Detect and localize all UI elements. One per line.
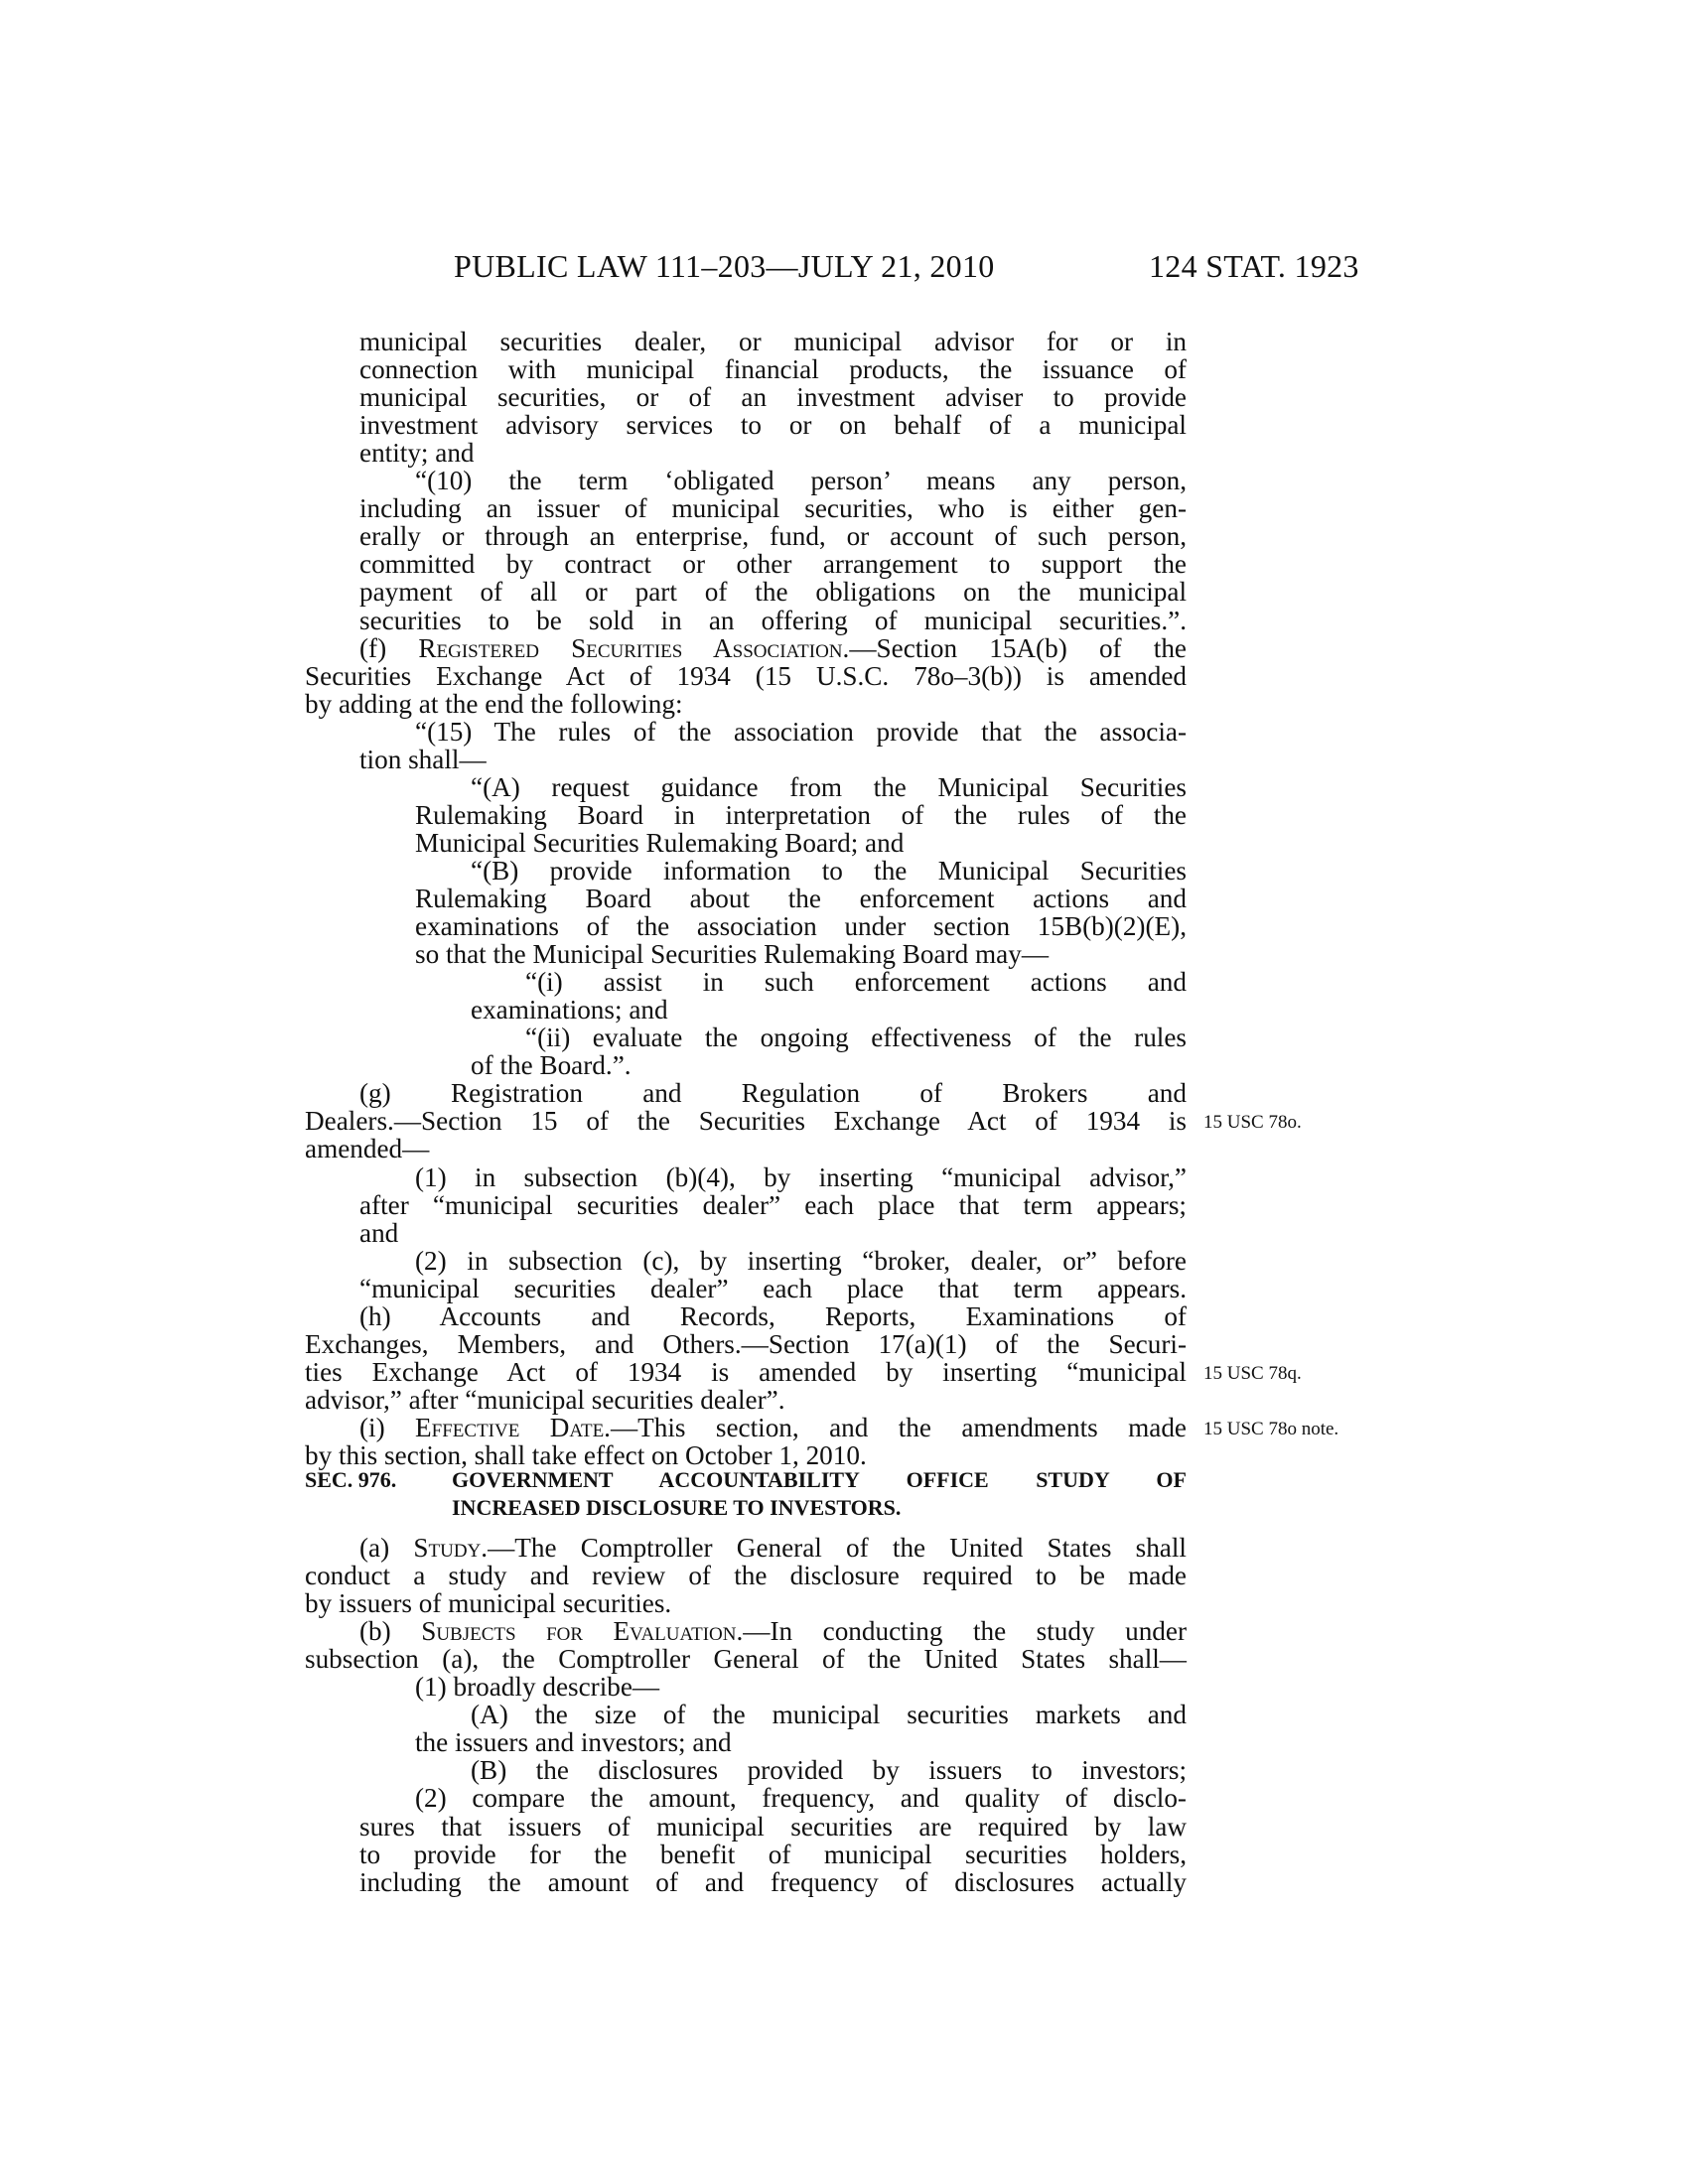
text-line: (1) broadly describe— <box>415 1672 660 1703</box>
text-line: “(ii) evaluate the ongoing effectiveness of the rules <box>525 1023 1187 1053</box>
section-number: SEC. 976. <box>305 1467 397 1492</box>
subsection-heading: Subjects for Evaluation. <box>421 1616 744 1647</box>
text-line: Exchanges, Members, and Others.—Section 17(a)(1) of the Securi- <box>305 1328 1187 1359</box>
text-line: after “municipal securities dealer” each place that term appears; <box>359 1189 1187 1220</box>
body-line <box>0 1441 1688 1469</box>
body-line <box>0 746 1688 773</box>
text-line: Securities Exchange Act of 1934 (15 U.S.C. 78o–3(b)) is amended <box>305 660 1187 691</box>
text-line: (a) Study.—The Comptroller General of the United States shall <box>359 1533 1187 1563</box>
margin-note: 15 USC 78o. <box>1203 1112 1302 1134</box>
text-line: subsection (a), the Comptroller General of the United States shall— <box>305 1644 1187 1675</box>
running-header-left: PUBLIC LAW 111–203—JULY 21, 2010 <box>454 248 995 284</box>
text-line: ties Exchange Act of 1934 is amended by inserting “municipal <box>305 1356 1187 1387</box>
text-line: (2) in subsection (c), by inserting “broker, dealer, or” before <box>415 1245 1187 1276</box>
text-line: investment advisory services to or on behalf of a municipal <box>359 410 1187 441</box>
body-line <box>0 1756 1688 1784</box>
text-line: (B) the disclosures provided by issuers to investors; <box>471 1755 1187 1786</box>
text-line: Municipal Securities Rulemaking Board; and <box>415 827 905 858</box>
text-line: advisor,” after “municipal securities dealer”. <box>305 1384 785 1415</box>
body-line <box>0 1589 1688 1617</box>
text-line: tion shall— <box>359 744 487 774</box>
body-line <box>0 885 1688 912</box>
body-line <box>0 1247 1688 1275</box>
text-line: (A) the size of the municipal securities markets and <box>471 1700 1187 1730</box>
body-line <box>0 328 1688 355</box>
text-line: “(10) the term ‘obligated person’ means any person, <box>415 466 1187 496</box>
subsection-heading: Effective Date. <box>415 1412 611 1442</box>
text-line: “(i) assist in such enforcement actions and <box>525 967 1187 998</box>
body-line <box>0 1534 1688 1562</box>
text-line: erally or through an enterprise, fund, or account of such person, <box>359 521 1187 552</box>
text-line: of the Board.”. <box>471 1050 632 1081</box>
body-line <box>0 1728 1688 1756</box>
body-line <box>0 968 1688 996</box>
margin-note: 15 USC 78o note. <box>1203 1418 1339 1439</box>
text-line: (b) Subjects for Evaluation.—In conducting the study under <box>359 1616 1187 1647</box>
section-title-line-1: GOVERNMENT ACCOUNTABILITY OFFICE STUDY OF <box>452 1467 1187 1492</box>
body-line <box>0 1813 1688 1841</box>
body-line <box>0 1107 1688 1135</box>
text-line: connection with municipal financial products, the issuance of <box>359 354 1187 385</box>
body-line <box>0 1617 1688 1645</box>
body-line <box>0 662 1688 690</box>
body-line <box>0 829 1688 857</box>
body-line <box>0 1358 1688 1386</box>
body-line <box>0 773 1688 801</box>
body-line <box>0 996 1688 1024</box>
text-line: to provide for the benefit of municipal securities holders, <box>359 1839 1187 1869</box>
text-line: (g) Registration and Regulation of Brokers and <box>359 1078 1187 1109</box>
body-line <box>0 355 1688 383</box>
body-line <box>0 1701 1688 1728</box>
body-line <box>0 940 1688 968</box>
body-line <box>0 1386 1688 1414</box>
text-line: by this section, shall take effect on October 1, 2010. <box>305 1440 867 1470</box>
body-line <box>0 1219 1688 1247</box>
body-line <box>0 1024 1688 1051</box>
text-line: the issuers and investors; and <box>415 1727 732 1758</box>
body-line <box>0 522 1688 550</box>
subsection-heading: Study. <box>413 1533 489 1563</box>
text-line: securities to be sold in an offering of municipal securities.”. <box>359 605 1187 635</box>
body-line <box>0 690 1688 718</box>
body-line <box>0 1163 1688 1191</box>
text-line: Dealers.—Section 15 of the Securities Exchange Act of 1934 is <box>305 1106 1187 1137</box>
body-line <box>0 1784 1688 1812</box>
section-title-line-2: INCREASED DISCLOSURE TO INVESTORS. <box>452 1495 902 1520</box>
subsection-heading: Registered Securities Association. <box>418 632 850 663</box>
body-line <box>0 1051 1688 1079</box>
body-line <box>0 439 1688 467</box>
text-line: committed by contract or other arrangement to support the <box>359 549 1187 580</box>
text-line: “(B) provide information to the Municipal Securities <box>471 855 1187 886</box>
text-line: Rulemaking Board in interpretation of the rules of the <box>415 799 1187 830</box>
body-line <box>0 1330 1688 1358</box>
text-line: (h) Accounts and Records, Reports, Examinations of <box>359 1300 1187 1331</box>
body-line <box>0 857 1688 885</box>
body-line <box>0 1562 1688 1589</box>
body-line <box>0 1275 1688 1302</box>
text-line: and <box>359 1217 399 1248</box>
body-line <box>0 607 1688 634</box>
body-line <box>0 1302 1688 1330</box>
body-line <box>0 383 1688 411</box>
text-line: amended— <box>305 1134 430 1164</box>
text-line: municipal securities, or of an investment adviser to provide <box>359 382 1187 413</box>
body-line <box>0 494 1688 522</box>
text-line: entity; and <box>359 438 475 469</box>
text-line: examinations of the association under section 15B(b)(2)(E), <box>415 911 1187 942</box>
text-line: “(A) request guidance from the Municipal Securities <box>471 771 1187 802</box>
text-line: payment of all or part of the obligations on the municipal <box>359 577 1187 608</box>
body-line <box>0 912 1688 940</box>
body-line <box>0 1191 1688 1219</box>
body-line <box>0 1079 1688 1107</box>
text-line: by issuers of municipal securities. <box>305 1588 672 1619</box>
body-line <box>0 1868 1688 1896</box>
text-line: (f) Registered Securities Association.—Section 15A(b) of the <box>359 632 1187 663</box>
text-line: (1) in subsection (b)(4), by inserting “municipal advisor,” <box>415 1161 1187 1192</box>
body-line <box>0 718 1688 746</box>
text-line: including the amount of and frequency of disclosures actually <box>359 1866 1187 1897</box>
body-line <box>0 550 1688 578</box>
text-line: so that the Municipal Securities Rulemaking Board may— <box>415 939 1050 970</box>
body-line <box>0 411 1688 439</box>
body-line <box>0 1645 1688 1673</box>
text-line: by adding at the end the following: <box>305 688 683 719</box>
body-line <box>0 801 1688 829</box>
text-line: municipal securities dealer, or municipal advisor for or in <box>359 327 1187 356</box>
text-line: conduct a study and review of the disclosure required to be made <box>305 1561 1187 1591</box>
body-line <box>0 1414 1688 1441</box>
text-line: sures that issuers of municipal securities are required by law <box>359 1811 1187 1842</box>
body-line <box>0 1135 1688 1162</box>
text-line: “municipal securities dealer” each place that term appears. <box>359 1273 1187 1303</box>
text-line: “(15) The rules of the association provide that the associa- <box>415 716 1187 747</box>
text-line: Rulemaking Board about the enforcement actions and <box>415 884 1187 913</box>
body-line <box>0 467 1688 494</box>
body-line <box>0 1841 1688 1868</box>
running-header-right: 124 STAT. 1923 <box>1149 248 1359 284</box>
body-line <box>0 634 1688 662</box>
text-line: including an issuer of municipal securities, who is either gen- <box>359 493 1187 524</box>
margin-note: 15 USC 78q. <box>1203 1362 1302 1384</box>
text-line: (2) compare the amount, frequency, and quality of disclo- <box>415 1783 1187 1814</box>
body-line <box>0 578 1688 606</box>
text-line: (i) Effective Date.—This section, and the amendments made <box>359 1412 1187 1442</box>
body-line <box>0 1673 1688 1701</box>
text-line: examinations; and <box>471 995 668 1025</box>
